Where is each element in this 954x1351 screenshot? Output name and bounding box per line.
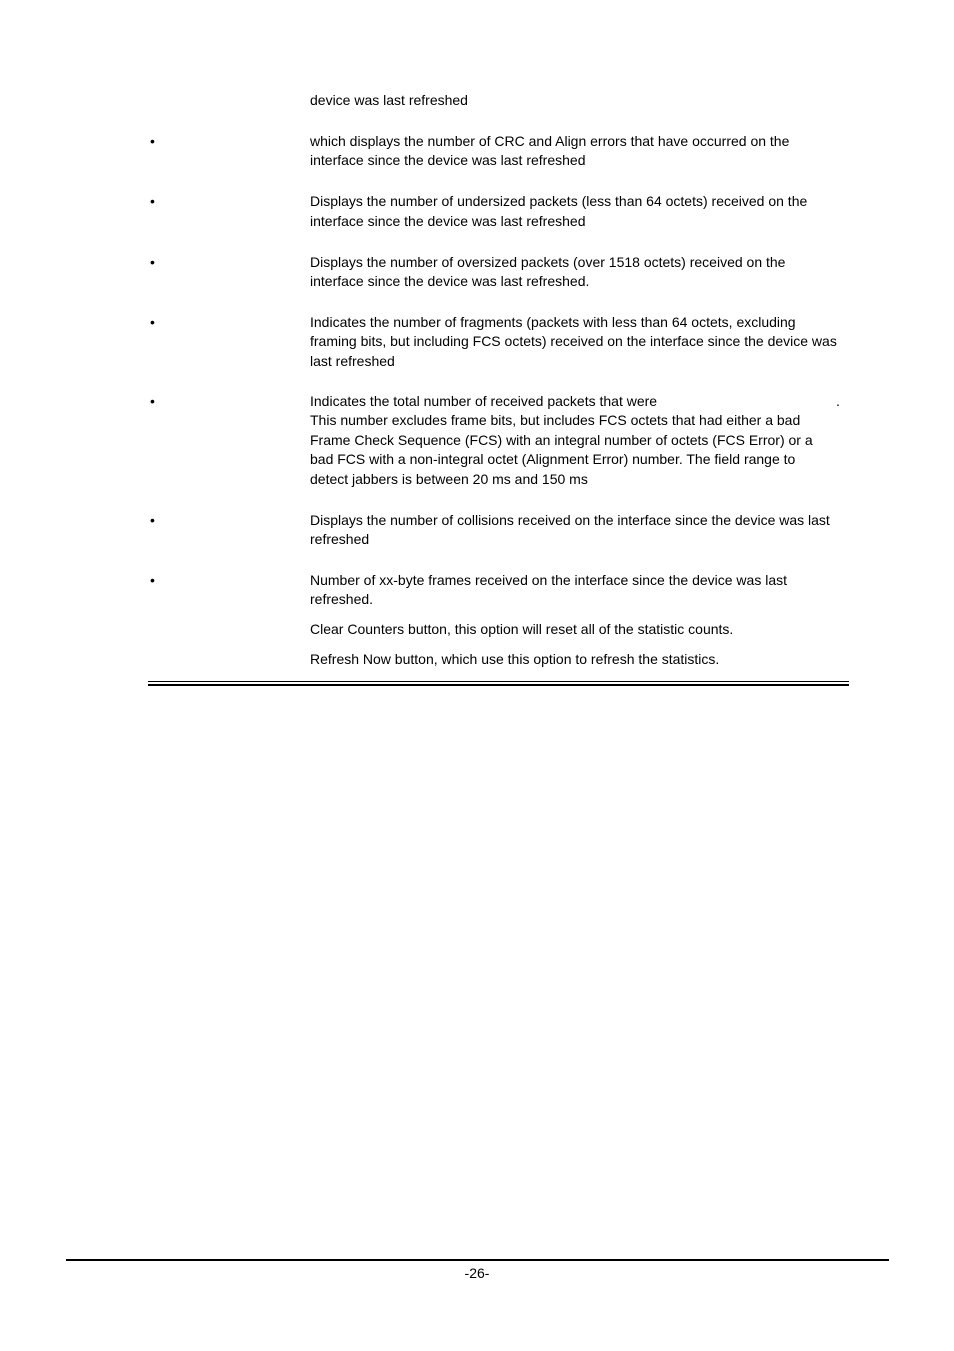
list-item-text: refreshed [310, 531, 370, 547]
bullet-icon: • [150, 572, 155, 588]
list-item-text: bad FCS with a non-integral octet (Alignment Error) number. The field range to [310, 451, 796, 467]
list-item-text: Displays the number of undersized packets (less than 64 octets) received on the [310, 193, 808, 209]
bullet-icon: • [150, 133, 155, 149]
list-item-text: Indicates the number of fragments (packets with less than 64 octets, excluding [310, 314, 796, 330]
bullet-icon: • [150, 314, 155, 330]
table-bottom-rule [148, 684, 849, 686]
table-bottom-rule [148, 681, 849, 682]
list-item-text: which displays the number of CRC and Align errors that have occurred on the [310, 133, 790, 149]
list-item-text: Displays the number of oversized packets (over 1518 octets) received on the [310, 254, 786, 270]
refresh-now-note: Refresh Now button, which use this option to refresh the statistics. [310, 651, 720, 667]
bullet-icon: • [150, 512, 155, 528]
list-item-text: Number of xx-byte frames received on the interface since the device was last [310, 572, 787, 588]
list-item-text: refreshed. [310, 591, 374, 607]
list-item-text: Frame Check Sequence (FCS) with an integral number of octets (FCS Error) or a [310, 432, 813, 448]
list-item-text: Displays the number of collisions received on the interface since the device was last [310, 512, 830, 528]
list-item-text: detect jabbers is between 20 ms and 150 ms [310, 471, 588, 487]
page-number: -26- [464, 1265, 490, 1281]
clear-counters-note: Clear Counters button, this option will reset all of the statistic counts. [310, 621, 734, 637]
bullet-icon: • [150, 193, 155, 209]
footer-divider [66, 1259, 889, 1261]
lead-line: device was last refreshed [310, 92, 468, 108]
list-item-text: interface since the device was last refreshed [310, 152, 586, 168]
list-item-text: This number excludes frame bits, but includes FCS octets that had either a bad [310, 412, 801, 428]
list-item-text: framing bits, but including FCS octets) received on the interface since the device was [310, 333, 837, 349]
list-item-text: interface since the device was last refreshed [310, 213, 586, 229]
bullet-icon: • [150, 393, 155, 409]
list-item-text: last refreshed [310, 353, 395, 369]
bullet-icon: • [150, 254, 155, 270]
trailing-period: . [836, 393, 840, 409]
list-item-text: Indicates the total number of received packets that were [310, 393, 658, 409]
list-item-text: interface since the device was last refreshed. [310, 273, 590, 289]
